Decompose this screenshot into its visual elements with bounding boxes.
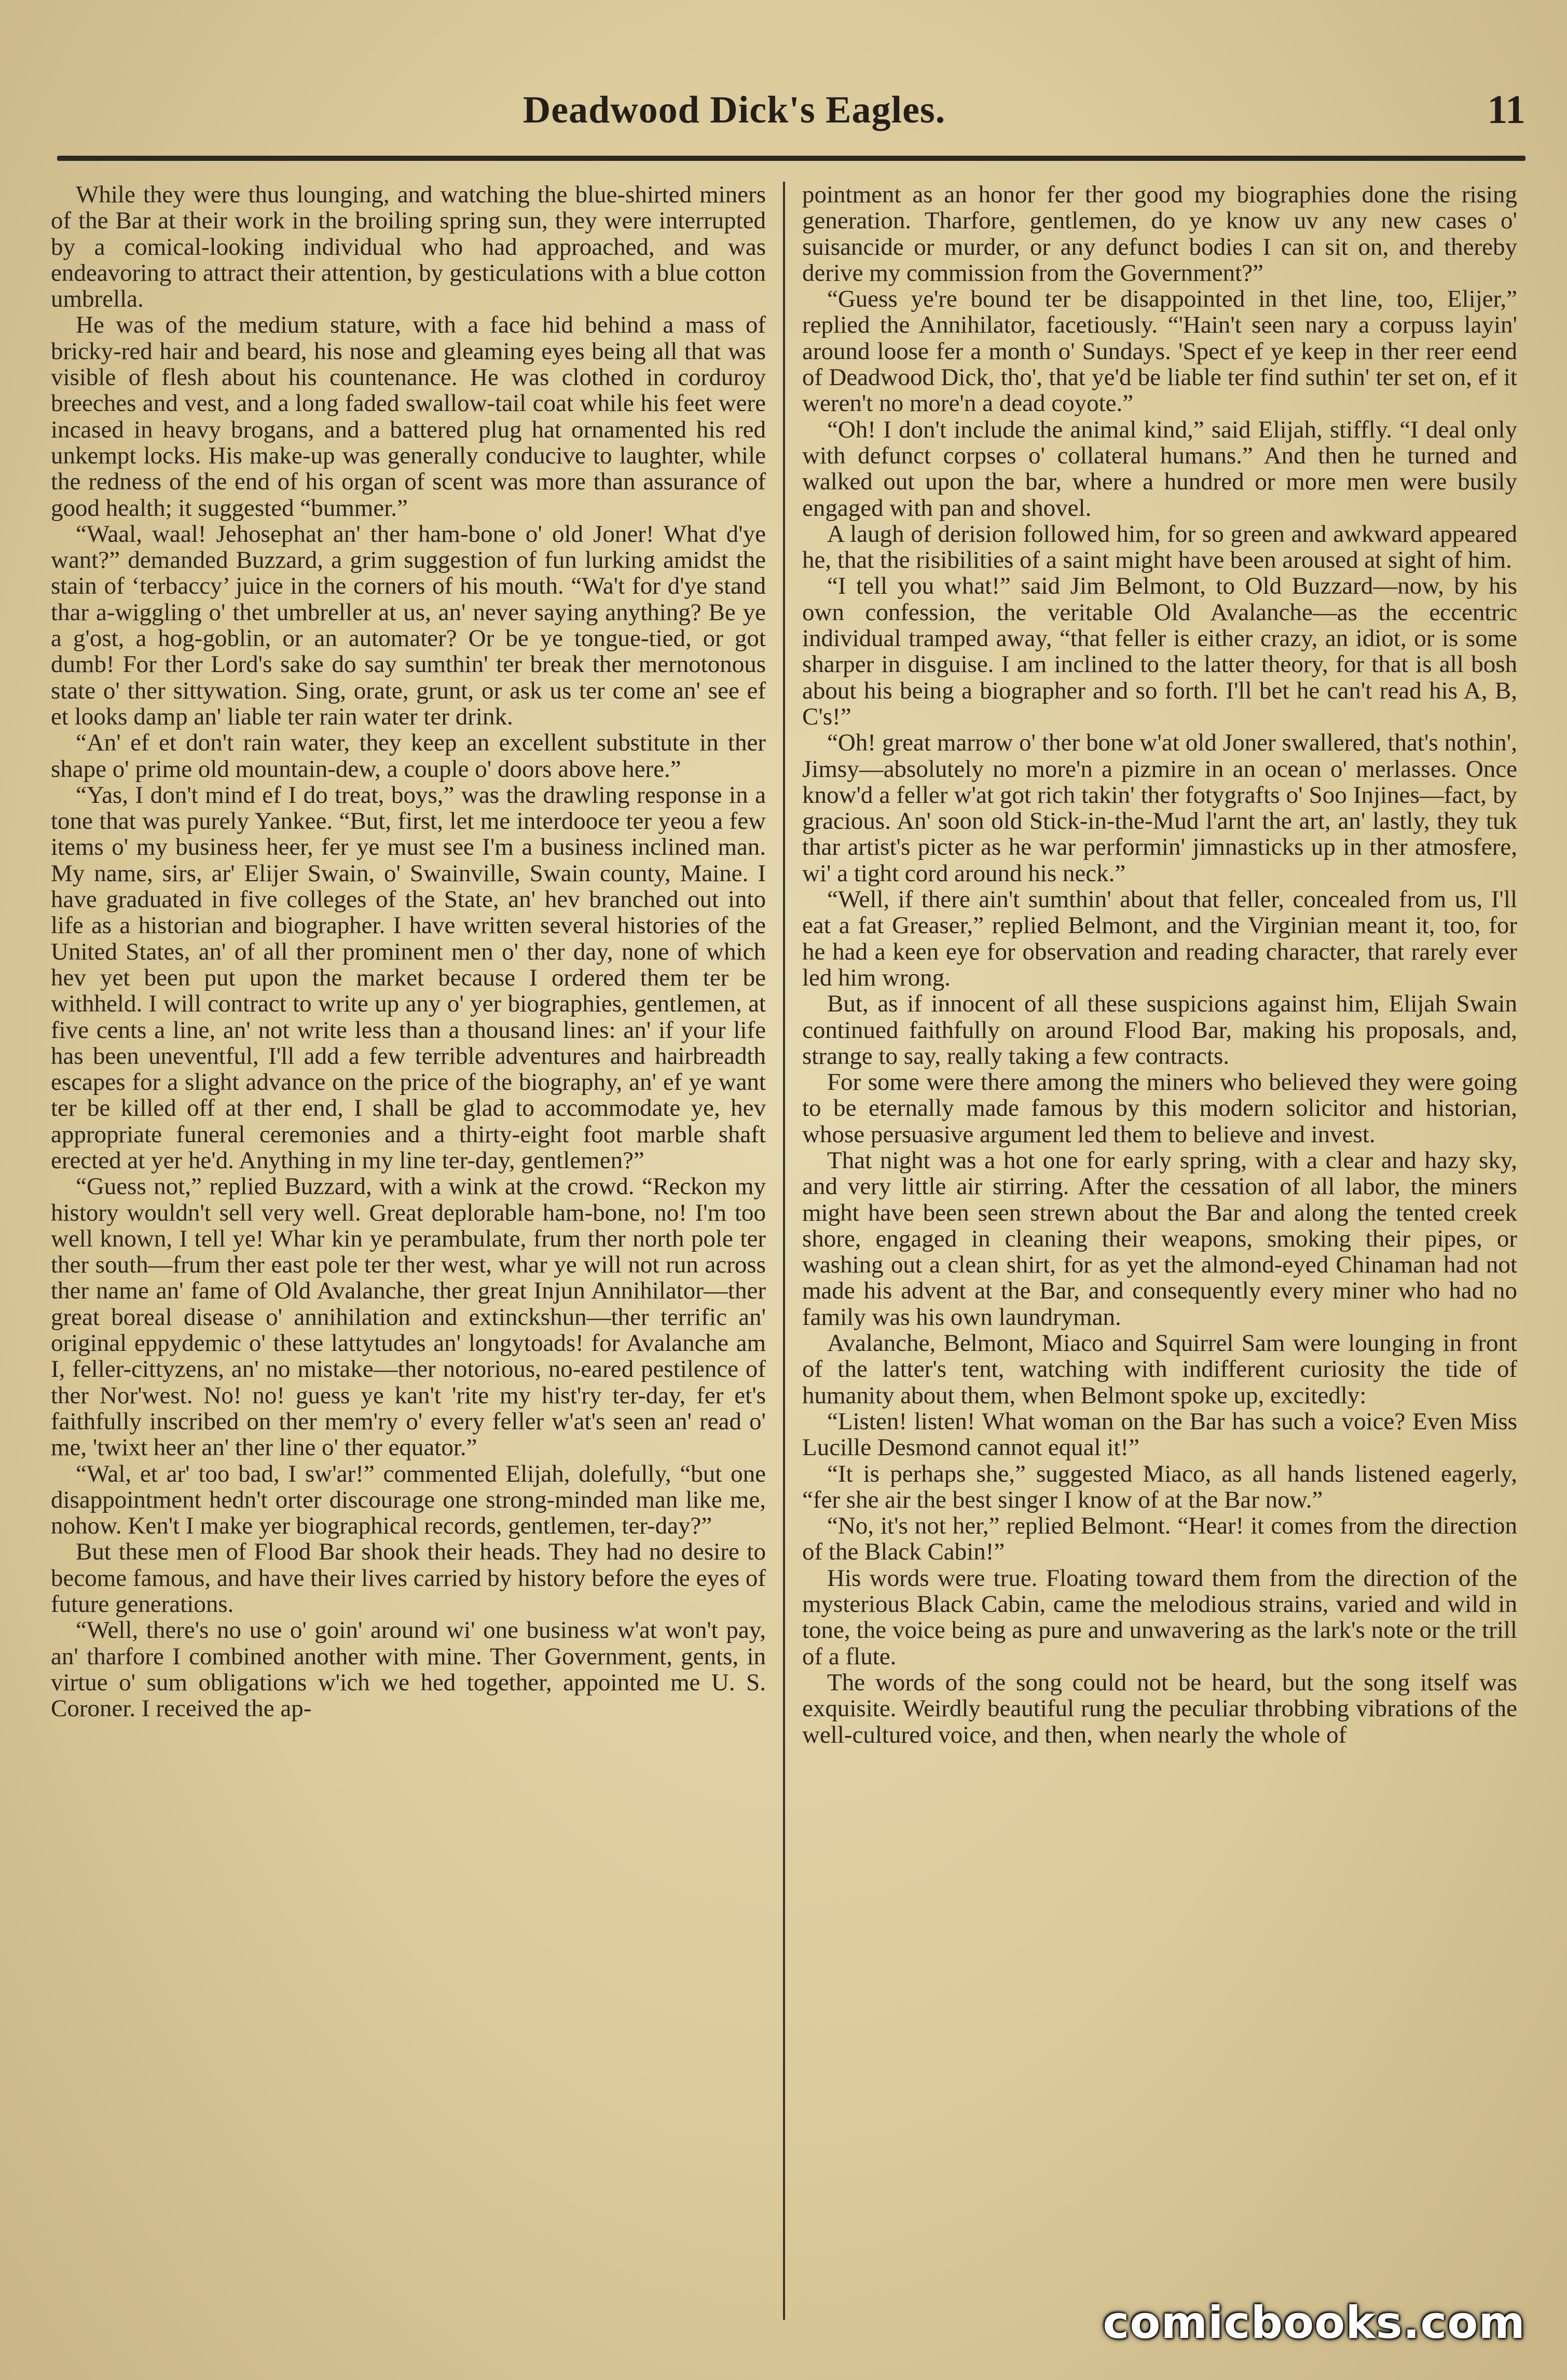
paragraph: The words of the song could not be heard, but the song itself was exquisite. Weirdly beautiful rung the peculiar throbbing vibrations of the well-cultured voice, and then, when nearly the whole of (802, 1668, 1517, 1748)
paragraph: “Oh! great marrow o' ther bone w'at old Joner swallered, that's nothin', Jimsy—absolutely no more'n a pizmire in an ocean o' merlasses. Once know'd a feller w'at got rich takin' ther fotygrafts o' Soo Injines—fact, by gracious. An' soon old Stick-in-the-Mud l'arnt the art, an' lastly, they tuk thar artist's picter as he war performin' jimnasticks up in ther atmosfere, wi' a tight cord around his neck.” (802, 729, 1517, 887)
paragraph: “Wal, et ar' too bad, I sw'ar!” commented Elijah, dolefully, “but one disappointment hedn't orter discourage one strong-minded man like me, nohow. Ken't I make yer biographical records, gentlemen, ter-day?” (51, 1460, 766, 1540)
paragraph: “I tell you what!” said Jim Belmont, to Old Buzzard—now, by his own confession, the veritable Old Avalanche—as the eccentric individual tramped away, “that feller is either crazy, an idiot, or is some sharper in disguise. I am inclined to the latter theory, for that is all bosh about his being a biographer and so forth. I'll bet he can't read his A, B, C's!” (802, 572, 1517, 730)
paragraph: His words were true. Floating toward them from the direction of the mysterious Black Cabin, came the melodious strains, varied and wild in tone, the voice being as pure and unwavering as the lark's note or the trill of a flute. (802, 1564, 1517, 1670)
paragraph: “Well, there's no use o' goin' around wi' one business w'at won't pay, an' tharfore I combined another with mine. Ther Government, gents, in virtue o' sum obligations w'ich we hed together, appointed me U. S. Coroner. I received the ap- (51, 1617, 766, 1722)
running-title: Deadwood Dick's Eagles. (523, 89, 946, 131)
paragraph: He was of the medium stature, with a face hid behind a mass of bricky-red hair and beard, his nose and gleaming eyes being all that was visible of flesh about his countenance. He was clothed in corduroy breeches and vest, and a long faded swallow-tail coat while his feet were incased in heavy brogans, and a battered plug hat ornamented his red unkempt locks. His make-up was generally conducive to laughter, while the redness of the end of his organ of scent was more than assurance of good health; it suggested “bummer.” (51, 311, 766, 522)
paragraph: “Well, if there ain't sumthin' about that feller, concealed from us, I'll eat a fat Greaser,” replied Belmont, and the Virginian meant it, too, for he had a keen eye for observation and reading character, that rarely ever led him wrong. (802, 886, 1517, 991)
paragraph: “Listen! listen! What woman on the Bar has such a voice? Even Miss Lucille Desmond cannot equal it!” (802, 1407, 1517, 1461)
paragraph: But, as if innocent of all these suspicions against him, Elijah Swain continued faithfully on around Flood Bar, making his proposals, and, strange to say, really taking a few contracts. (802, 990, 1517, 1070)
page-number: 11 (1487, 87, 1525, 132)
paragraph: For some were there among the miners who believed they were going to be eternally made famous by this modern solicitor and historian, whose persuasive argument led them to believe and invest. (802, 1069, 1517, 1148)
paragraph: “An' ef et don't rain water, they keep an excellent substitute in ther shape o' prime old mountain-dew, a couple o' doors above here.” (51, 729, 766, 783)
paragraph: A laugh of derision followed him, for so green and awkward appeared he, that the risibilities of a saint might have been aroused at sight of him. (802, 520, 1517, 574)
paragraph: But these men of Flood Bar shook their heads. They had no desire to become famous, and have their lives carried by history before the eyes of future generations. (51, 1538, 766, 1618)
paragraph: Avalanche, Belmont, Miaco and Squirrel Sam were lounging in front of the latter's tent, watching with indifferent curiosity the tide of humanity about them, when Belmont spoke up, excitedly: (802, 1330, 1517, 1409)
running-header (57, 83, 1525, 151)
site-watermark: comicbooks.com (1103, 2297, 1525, 2349)
paragraph: While they were thus lounging, and watching the blue-shirted miners of the Bar at their work in the broiling spring sun, they were interrupted by a comical-looking individual who had approached, and was endeavoring to attract their attention, by gesticulations with a blue cotton umbrella. (51, 182, 766, 313)
column-divider (783, 182, 785, 2320)
paragraph: “Yas, I don't mind ef I do treat, boys,” was the drawling response in a tone that was purely Yankee. “But, first, let me interdooce ter yeou a few items o' my business heer, fer ye must see I'm a business inclined man. My name, sirs, ar' Elijer Swain, o' Swainville, Swain county, Maine. I have graduated in five colleges of the State, an' hev branched out into life as a historian and biographer. I have written several histories of the United States, an' of all ther prominent men o' ther day, none of which hev yet been put upon the market because I ordered them ter be withheld. I will contract to write up any o' yer biographies, gentlemen, at five cents a line, an' not write less than a thousand lines: an' if your life has been uneventful, I'll add a few terrible adventures and hairbreadth escapes for a slight advance on the price of the biography, an' ef ye want ter be killed off at ther end, I shall be glad to accommodate ye, hev appropriate funeral ceremonies and a thirty-eight foot marble shaft erected at yer he'd. Anything in my line ter-day, gentlemen?” (51, 781, 766, 1174)
paragraph: “Guess ye're bound ter be disappointed in thet line, too, Elijer,” replied the Annihilator, facetiously. “'Hain't seen nary a corpuss layin' around loose fer a month o' Sundays. 'Spect ef ye keep in ther reer eend of Deadwood Dick, tho', that ye'd be liable ter find suthin' ter set on, ef it weren't no more'n a dead coyote.” (802, 285, 1517, 417)
paragraph-continued: pointment as an honor fer ther good my biographies done the rising generation. Tharfore, gentlemen, do ye know uv any new cases o' suisancide or murder, or any defunct bodies I can sit on, and thereby derive my commission from the Government?” (802, 182, 1517, 286)
paragraph: That night was a hot one for early spring, with a clear and hazy sky, and very little air stirring. After the cessation of all labor, the miners might have been seen strewn about the Bar and along the tented creek shore, engaged in cleaning their weapons, smoking their pipes, or washing out a clean shirt, for as yet the almond-eyed Chinaman had not made his advent at the Bar, and consequently every miner who had no family was his own laundryman. (802, 1146, 1517, 1331)
paragraph: “Waal, waal! Jehosephat an' ther ham-bone o' old Joner! What d'ye want?” demanded Buzzard, a grim suggestion of fun lurking amidst the stain of ‘terbaccy’ juice in the corners of his mouth. “Wa't for d'ye stand thar a-wiggling o' thet umbreller at us, an' never saying anything? Be ye a g'ost, a hog-goblin, or an automater? Or be ye tongue-tied, or got dumb! For ther Lord's sake do say sumthin' ter break ther mernotonous state o' ther sittywation. Sing, orate, grunt, or ask us ter come an' see ef et looks damp an' liable ter rain water ter drink. (51, 520, 766, 730)
left-column (51, 182, 766, 2320)
right-column (802, 182, 1517, 2320)
paragraph: “No, it's not her,” replied Belmont. “Hear! it comes from the direction of the Black Cabin!” (802, 1512, 1517, 1566)
paragraph: “Guess not,” replied Buzzard, with a wink at the crowd. “Reckon my history wouldn't sell very well. Great deplorable ham-bone, no! I'm too well known, I tell ye! Whar kin ye perambulate, frum ther north pole ter ther south—frum ther east pole ter ther west, whar ye will not run across ther name an' fame of Old Avalanche, ther great Injun Annihilator—ther great boreal disease o' annihilation and extinckshun—ther terrific an' original eppydemic o' these lattytudes an' longytoads! for Avalanche am I, feller-cittyzens, an' no mistake—ther notorious, no-eared pestilence of ther Nor'west. No! no! guess ye kan't 'rite my hist'ry ter-day, fer et's faithfully inscribed on ther mem'ry o' every feller w'at's seen an' read o' me, 'twixt heer an' ther line o' ther equator.” (51, 1173, 766, 1461)
paragraph: “Oh! I don't include the animal kind,” said Elijah, stiffly. “I deal only with defunct corpses o' collateral humans.” And then he turned and walked out upon the bar, where a hundred or more men were busily engaged with pan and shovel. (802, 416, 1517, 522)
paragraph: “It is perhaps she,” suggested Miaco, as all hands listened eagerly, “fer she air the best singer I know of at the Bar now.” (802, 1460, 1517, 1513)
header-rule (57, 156, 1525, 161)
